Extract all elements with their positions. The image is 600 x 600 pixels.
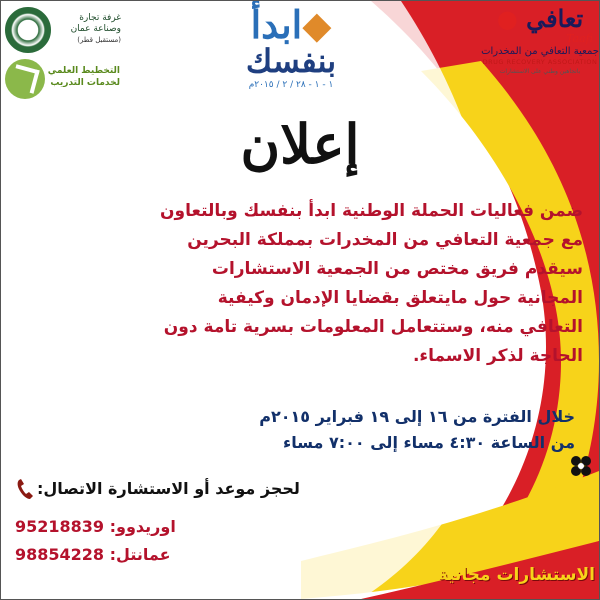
training-name: التخطيط العلمي لخدمات التدريب <box>47 66 120 88</box>
schedule-dates: خلال الفترة من ١٦ إلى ١٩ فبراير ٢٠١٥م <box>259 407 575 426</box>
hand-heart-icon: ● <box>496 4 527 33</box>
contact-ooredoo <box>15 515 176 539</box>
taafi-latin: Taafi <box>566 32 593 45</box>
chamber-seal-icon <box>5 7 51 53</box>
body-line: الحاجة لذكر الاسماء. <box>412 346 583 366</box>
training-logo <box>5 59 120 101</box>
taafi-mark-text: تعافي <box>526 4 584 33</box>
association-tagline: باتجاهين وطني على الاستشارات <box>499 68 581 75</box>
free-consultation-badge: الاستشارات مجانية <box>437 565 595 585</box>
campaign-logo-top <box>226 2 356 47</box>
contact-label: اوريدوو: <box>109 517 176 536</box>
announcement-title: إعلان <box>240 112 360 176</box>
schedule-block <box>9 404 583 456</box>
chamber-text <box>53 13 121 46</box>
booking-line <box>9 476 583 502</box>
association-name-en: DRUG RECOVERY ASSOCIATION <box>482 58 598 66</box>
growth-arrow-icon <box>5 59 45 99</box>
schedule-hours: من الساعة ٤:٣٠ مساء إلى ٧:٠٠ مساء <box>283 433 575 452</box>
taafi-mark <box>481 5 599 33</box>
chamber-logo <box>5 7 120 55</box>
chamber-name: غرفة تجارة وصناعة عمان <box>70 13 121 34</box>
contact-label: عمانتل: <box>109 545 171 564</box>
head-icon: ◆ <box>302 2 332 47</box>
body-line: التعافي منه، وستتعامل المعلومات بسرية تامة دون <box>163 317 583 337</box>
chamber-sub: (مستقبل قطر) <box>77 36 121 44</box>
campaign-word-2: بنفسك <box>245 42 337 80</box>
body-line: ضمن فعاليات الحملة الوطنية ابدأ بنفسك وبالتعاون <box>160 201 583 221</box>
contact-omantel <box>15 543 171 567</box>
phone-icon <box>15 477 37 501</box>
campaign-word-1: ابدأ <box>250 2 303 47</box>
contact-number[interactable]: 95218839 <box>15 517 105 536</box>
campaign-logo <box>226 2 356 100</box>
body-line: مع جمعية التعافي من المخدرات بمملكة البحرين <box>187 230 583 250</box>
association-name-ar: جمعية التعافي من المخدرات <box>481 46 599 57</box>
body-line: المجانية حول مايتعلق بقضايا الإدمان وكيفية <box>217 288 583 308</box>
booking-text: لحجز موعد أو الاستشارة الاتصال: <box>37 479 300 498</box>
taafi-association-logo <box>481 5 599 87</box>
announcement-body <box>9 197 591 371</box>
body-line: سيقدم فريق مختص من الجمعية الاستشارات <box>211 259 583 279</box>
contact-number[interactable]: 98854228 <box>15 545 105 564</box>
campaign-dates: ١ - ١ - ٢٨ / ٢ / ٢٠١٥م <box>248 80 334 90</box>
